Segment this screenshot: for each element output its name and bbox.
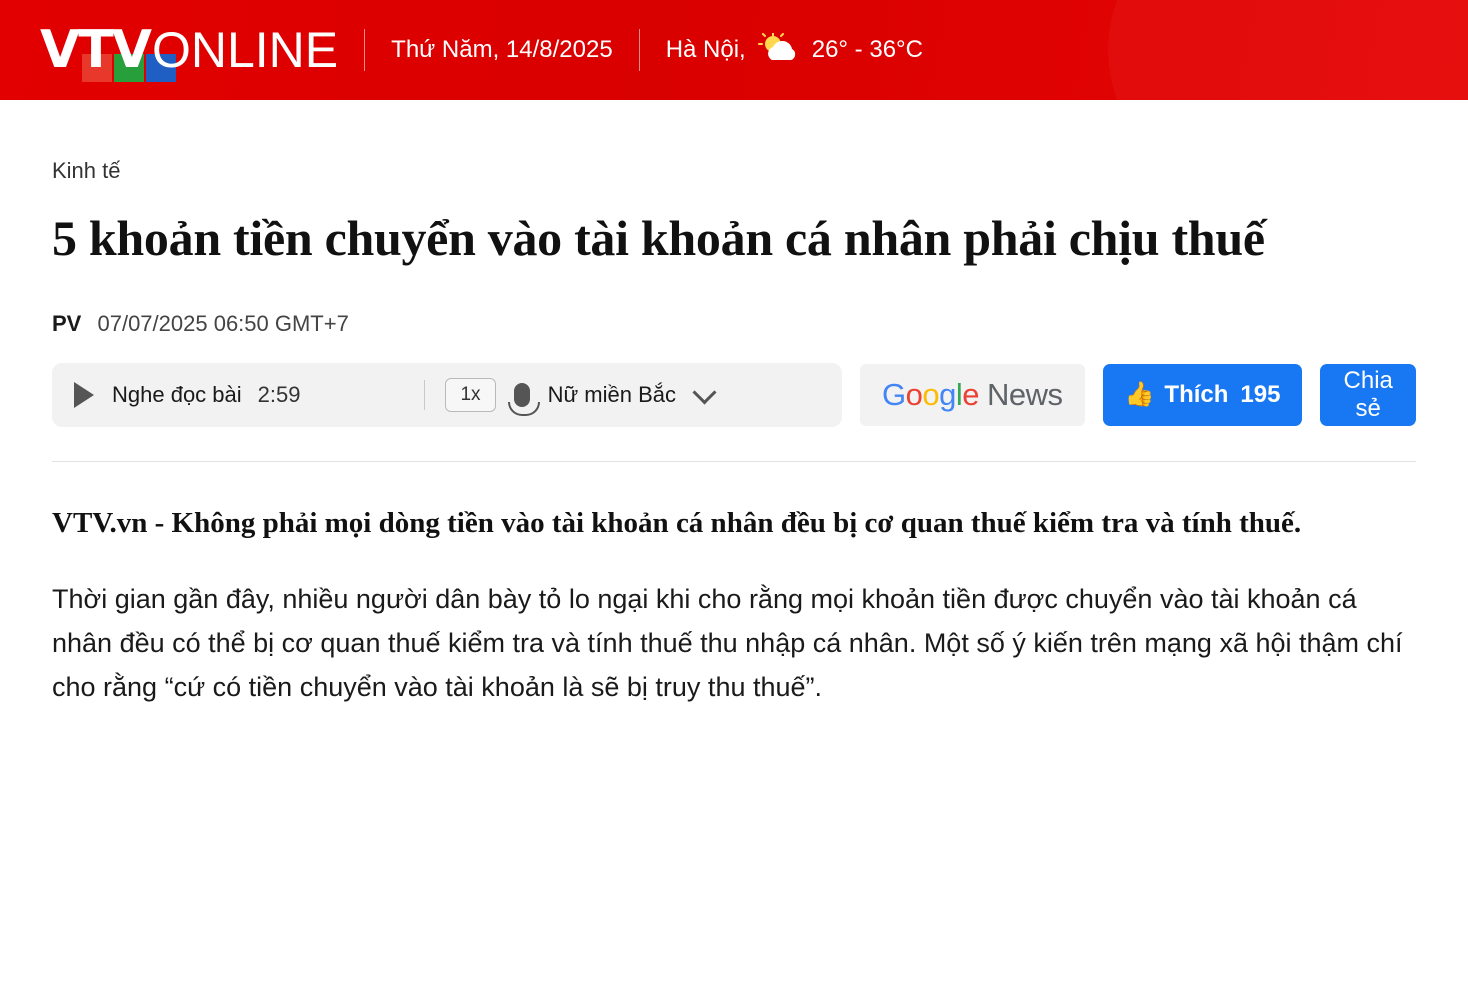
- article-container: [0, 100, 1468, 709]
- article-lead: VTV.vn - Không phải mọi dòng tiền vào tài khoản cá nhân đều bị cơ quan thuế kiểm tra và tính thuế.: [52, 507, 1302, 539]
- gnews-letter-o2: o: [922, 377, 940, 412]
- chevron-down-icon[interactable]: [692, 380, 716, 404]
- toolbar-divider: [52, 461, 1416, 462]
- article-toolbar: [52, 363, 1416, 427]
- play-icon[interactable]: [74, 382, 94, 408]
- byline-timestamp: 07/07/2025 06:50 GMT+7: [97, 311, 349, 336]
- byline: [52, 311, 1416, 337]
- gnews-letter-g2: g: [939, 377, 956, 412]
- header-divider-2: [639, 29, 640, 71]
- header-city: Hà Nội,: [665, 36, 746, 63]
- header-temperature: 26° - 36°C: [811, 36, 923, 63]
- article-paragraph-1: Thời gian gần đây, nhiều người dân bày tỏ lo ngại khi cho rằng mọi khoản tiền được chuyển vào tài khoản cá nhân đều có thể bị cơ quan thuế kiểm tra và tính thuế thu nhập cá nhân. Một số ý kiến trên mạng xã hội thậm chí cho rằng “cứ có tiền chuyển vào tài khoản là sẽ bị truy thu thuế”.: [52, 584, 1403, 702]
- gnews-word-news: News: [987, 377, 1063, 412]
- like-count: 195: [1240, 381, 1281, 408]
- voice-select-label[interactable]: Nữ miền Bắc: [547, 382, 676, 407]
- article-category[interactable]: Kinh tế: [52, 158, 121, 183]
- like-label: Thích: [1164, 381, 1229, 408]
- page-title: 5 khoản tiền chuyển vào tài khoản cá nhân phải chịu thuế: [52, 210, 1265, 266]
- share-label: Chia sẻ: [1343, 367, 1393, 422]
- partly-cloudy-sun-icon: [758, 33, 804, 67]
- thumbs-up-icon: 👍: [1124, 381, 1155, 408]
- header-meta: [391, 29, 923, 71]
- playback-speed-button[interactable]: 1x: [445, 378, 495, 412]
- gnews-letter-o1: o: [905, 377, 923, 412]
- site-logo[interactable]: [40, 20, 339, 80]
- listen-label: Nghe đọc bài: [112, 382, 242, 407]
- logo-online-text: ONLINE: [151, 22, 339, 78]
- audio-player[interactable]: [52, 363, 842, 427]
- like-button[interactable]: [1103, 364, 1303, 426]
- logo-letter-v1: V: [40, 20, 79, 80]
- site-header: [0, 0, 1468, 100]
- microphone-icon: [514, 383, 530, 407]
- audio-duration: 2:59: [257, 382, 301, 407]
- header-divider-1: [364, 29, 365, 71]
- byline-author: PV: [52, 311, 82, 336]
- header-date: Thứ Năm, 14/8/2025: [391, 36, 613, 63]
- google-news-button[interactable]: [860, 364, 1085, 426]
- share-button[interactable]: [1320, 364, 1416, 426]
- audio-divider: [424, 380, 425, 410]
- logo-letter-v2: V: [111, 20, 150, 80]
- gnews-letter-l: l: [955, 377, 963, 412]
- logo-letter-t: T: [78, 20, 112, 80]
- gnews-letter-e: e: [962, 377, 980, 412]
- gnews-letter-g1: G: [882, 377, 906, 412]
